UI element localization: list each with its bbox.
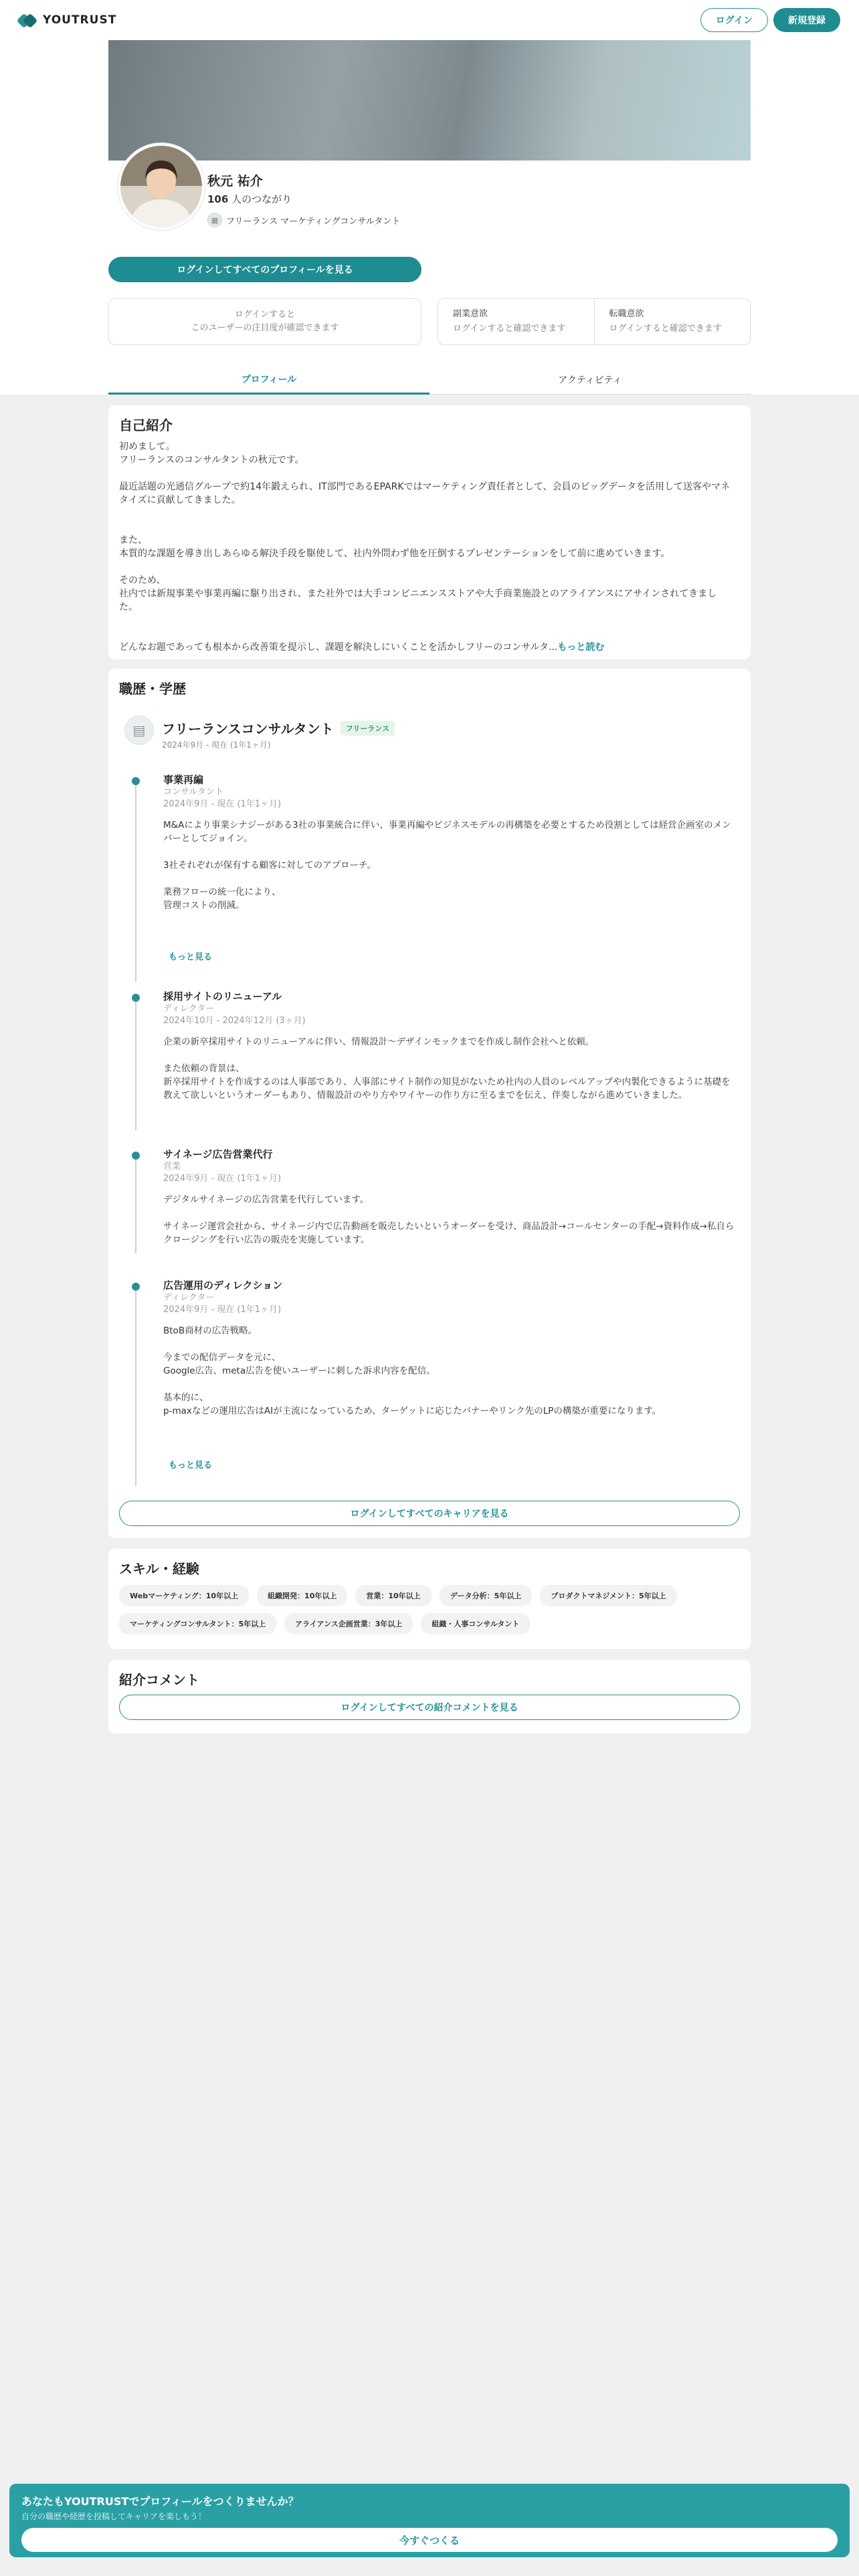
job-desc-line: 管理コストの削減。 (163, 900, 245, 911)
skill-chip[interactable]: 営業：10年以上 (355, 1585, 431, 1606)
profile-tabs (108, 365, 751, 395)
intro-p5: 本質的な課題を導き出しあらゆる解決手段を駆使して、社内外問わず他を圧倒するプレゼンテーションをして前に進めていきます。 (119, 548, 670, 559)
intro-p6: そのため、 (119, 575, 166, 586)
company-name (162, 718, 395, 738)
job-description (163, 1035, 739, 1102)
logo-icon (19, 13, 36, 27)
job-desc-line: 新卒採用サイトを作成するのは人事部であり、人事部にサイト制作の知見がないため社内の人員のレベルアップや内製化できるように基礎を教えて欲しいというオーダーもあり、情報設計のやり方やワイヤーの作り方に至るまでを伝え、伴奏しながら進めていきました。 (163, 1077, 731, 1101)
signup-banner (9, 2484, 850, 2557)
profile-title-text: フリーランス マーケティングコンサルタント (226, 216, 401, 227)
job-period: 2024年9月 - 現在 (1年1ヶ月) (163, 1174, 282, 1184)
banner-title: あなたもYOUTRUSTでプロフィールをつくりませんか？ (21, 2495, 299, 2508)
show-more-link[interactable]: もっと見る (169, 1461, 213, 1471)
skill-chip[interactable]: アライアンス企画営業：3年以上 (284, 1613, 413, 1634)
view-all-comments-button[interactable]: ログインしてすべての紹介コメントを見る (119, 1695, 740, 1720)
skills-section (108, 1549, 751, 1649)
job-desc-line: 企業の新卒採用サイトのリニューアルに伴い、情報設計〜デザインモックまでを作成し制作会社へと依頼。 (163, 1037, 595, 1047)
intro-p8: どんなお題であっても根本から改善策を提示し、課題を解決しにいくことを活かしフリーのコンサルタ... (119, 642, 558, 653)
avatar-photo-icon (120, 146, 202, 227)
intro-p2: フリーランスのコンサルタントの秋元です。 (119, 455, 304, 465)
skill-chip[interactable]: Webマーケティング：10年以上 (119, 1585, 249, 1606)
cover-image (108, 40, 751, 160)
tab-activity[interactable]: アクティビティ (430, 365, 751, 395)
job-description (163, 819, 739, 912)
job-title: 広告運用のディレクション (163, 1279, 283, 1291)
timeline-dot (132, 1283, 140, 1291)
job-change-value: ログインすると確認できます (609, 324, 722, 334)
profile-title (207, 213, 400, 227)
tab-profile[interactable]: プロフィール (108, 365, 430, 395)
comments-section (108, 1660, 751, 1733)
job-period: 2024年10月 - 2024年12月 (3ヶ月) (163, 1016, 306, 1026)
intro-section (108, 405, 751, 659)
job-description (163, 1193, 739, 1247)
timeline-dot (132, 994, 140, 1002)
freelance-badge: フリーランス (341, 721, 395, 736)
job-description (163, 1324, 739, 1418)
create-profile-button[interactable]: 今すぐつくる (21, 2528, 838, 2552)
job-item (163, 990, 739, 1102)
job-title: 事業再編 (163, 774, 204, 786)
top-nav (0, 0, 859, 40)
career-section (108, 669, 751, 1538)
connections-number: 106 (207, 193, 229, 205)
view-all-career-button[interactable]: ログインしてすべてのキャリアを見る (119, 1501, 740, 1526)
attention-line-1: ログインすると (234, 310, 296, 320)
skill-chip[interactable]: 組織開発：10年以上 (257, 1585, 347, 1606)
job-item (163, 1279, 739, 1418)
job-title: 採用サイトのリニューアル (163, 990, 282, 1002)
timeline-line (135, 1289, 136, 1486)
job-desc-line: 今までの配信データを元に、 (163, 1352, 281, 1363)
skill-chip[interactable]: マーケティングコンサルタント：5年以上 (119, 1613, 276, 1634)
job-period: 2024年9月 - 現在 (1年1ヶ月) (163, 799, 282, 809)
job-desc-line: p-maxなどの運用広告はAIが主流になっているため、ターゲットに応じたバナーやリンク先のLPの構築が重要になります。 (163, 1406, 662, 1416)
job-period: 2024年9月 - 現在 (1年1ヶ月) (163, 1305, 282, 1315)
timeline-line (135, 1002, 136, 1130)
job-desc-line: デジタルサイネージの広告営業を代行しています。 (163, 1194, 369, 1205)
banner-subtitle: 自分の職歴や経歴を投稿してキャリアを楽しもう！ (21, 2512, 207, 2521)
side-job-label: 副業意欲 (453, 309, 488, 319)
side-job-value: ログインすると確認できます (453, 324, 566, 334)
intro-p3: 最近話題の光通信グループで約14年鍛えられ、IT部門であるEPARKではマーケティング責任者として、会員のビッグデータを活用して送客やマネタイズに貢献してきました。 (119, 481, 730, 506)
job-title: サイネージ広告営業代行 (163, 1148, 273, 1160)
job-role: ディレクター (163, 1293, 215, 1303)
intro-p7: 社内では新規事業や事業再編に駆り出され、また社外では大手コンビニエンスストアや大手商業施設とのアライアンスにアサインされてきました。 (119, 588, 717, 613)
company-period: 2024年9月 - 現在 (1年1ヶ月) (162, 740, 271, 750)
show-more-link[interactable]: もっと見る (169, 952, 213, 962)
timeline-line (135, 781, 136, 982)
company-icon: ▤ (124, 716, 154, 745)
timeline-dot (132, 1152, 140, 1160)
avatar (118, 143, 205, 230)
skill-chip[interactable]: 組織・人事コンサルタント (421, 1613, 530, 1634)
building-icon: ▦ (207, 213, 222, 227)
motivation-box (438, 298, 751, 345)
job-item (163, 1148, 739, 1247)
connections-count[interactable] (207, 192, 292, 206)
job-desc-line: サイネージ運営会社から、サイネージ内で広告動画を販売したいというオーダーを受け、商品設計→コールセンターの手配→資料作成→私自らクロージングを行い広告の販売を実施しています。 (163, 1221, 735, 1245)
read-more-link[interactable]: もっと読む (557, 642, 605, 653)
comments-heading: 紹介コメント (119, 1672, 199, 1688)
job-role: 営業 (163, 1162, 181, 1172)
intro-heading: 自己紹介 (119, 417, 173, 433)
attention-box (108, 298, 421, 345)
job-desc-line: 基本的に、 (163, 1392, 209, 1403)
logo[interactable] (19, 13, 116, 27)
skills-heading: スキル・経験 (119, 1561, 199, 1577)
logo-text: YOUTRUST (43, 13, 117, 27)
job-role: コンサルタント (163, 787, 223, 797)
connections-label: 人のつながり (228, 193, 292, 205)
timeline-dot (132, 777, 140, 785)
profile-name: 秋元 祐介 (207, 174, 263, 189)
skill-chip[interactable]: プロダクトマネジメント：5年以上 (540, 1585, 676, 1606)
job-desc-line: Google広告、meta広告を使いユーザーに刺した訴求内容を配信。 (163, 1366, 436, 1376)
skill-chip[interactable]: データ分析：5年以上 (440, 1585, 533, 1606)
attention-line-2: このユーザーの注目度が確認できます (191, 323, 339, 333)
intro-p1: 初めまして。 (119, 441, 175, 452)
timeline-line (135, 1158, 136, 1253)
job-item (163, 773, 739, 912)
skill-chips (119, 1585, 741, 1634)
intro-p4: また、 (119, 535, 147, 546)
job-change-label: 転職意欲 (609, 309, 644, 319)
job-role: ディレクター (163, 1004, 215, 1014)
job-desc-line: 業務フローの統一化により、 (163, 887, 281, 897)
job-desc-line: また依頼の背景は、 (163, 1063, 245, 1074)
intro-text (119, 440, 735, 654)
job-desc-line: M&Aにより事業シナジーがある3社の事業統合に伴い、事業再編やビジネスモデルの再構築を必要とするため役割としては経営企画室のメンバーとしてジョイン。 (163, 820, 731, 844)
signup-button[interactable]: 新規登録 (773, 8, 840, 32)
company-name-text: フリーランスコンサルタント (162, 721, 334, 737)
view-full-profile-button[interactable]: ログインしてすべてのプロフィールを見る (108, 257, 421, 282)
job-desc-line: 3社それぞれが保有する顧客に対してのアプローチ。 (163, 860, 377, 871)
career-heading: 職歴・学歴 (119, 681, 186, 697)
job-desc-line: BtoB商材の広告戦略。 (163, 1325, 258, 1336)
login-button[interactable]: ログイン (700, 8, 768, 32)
